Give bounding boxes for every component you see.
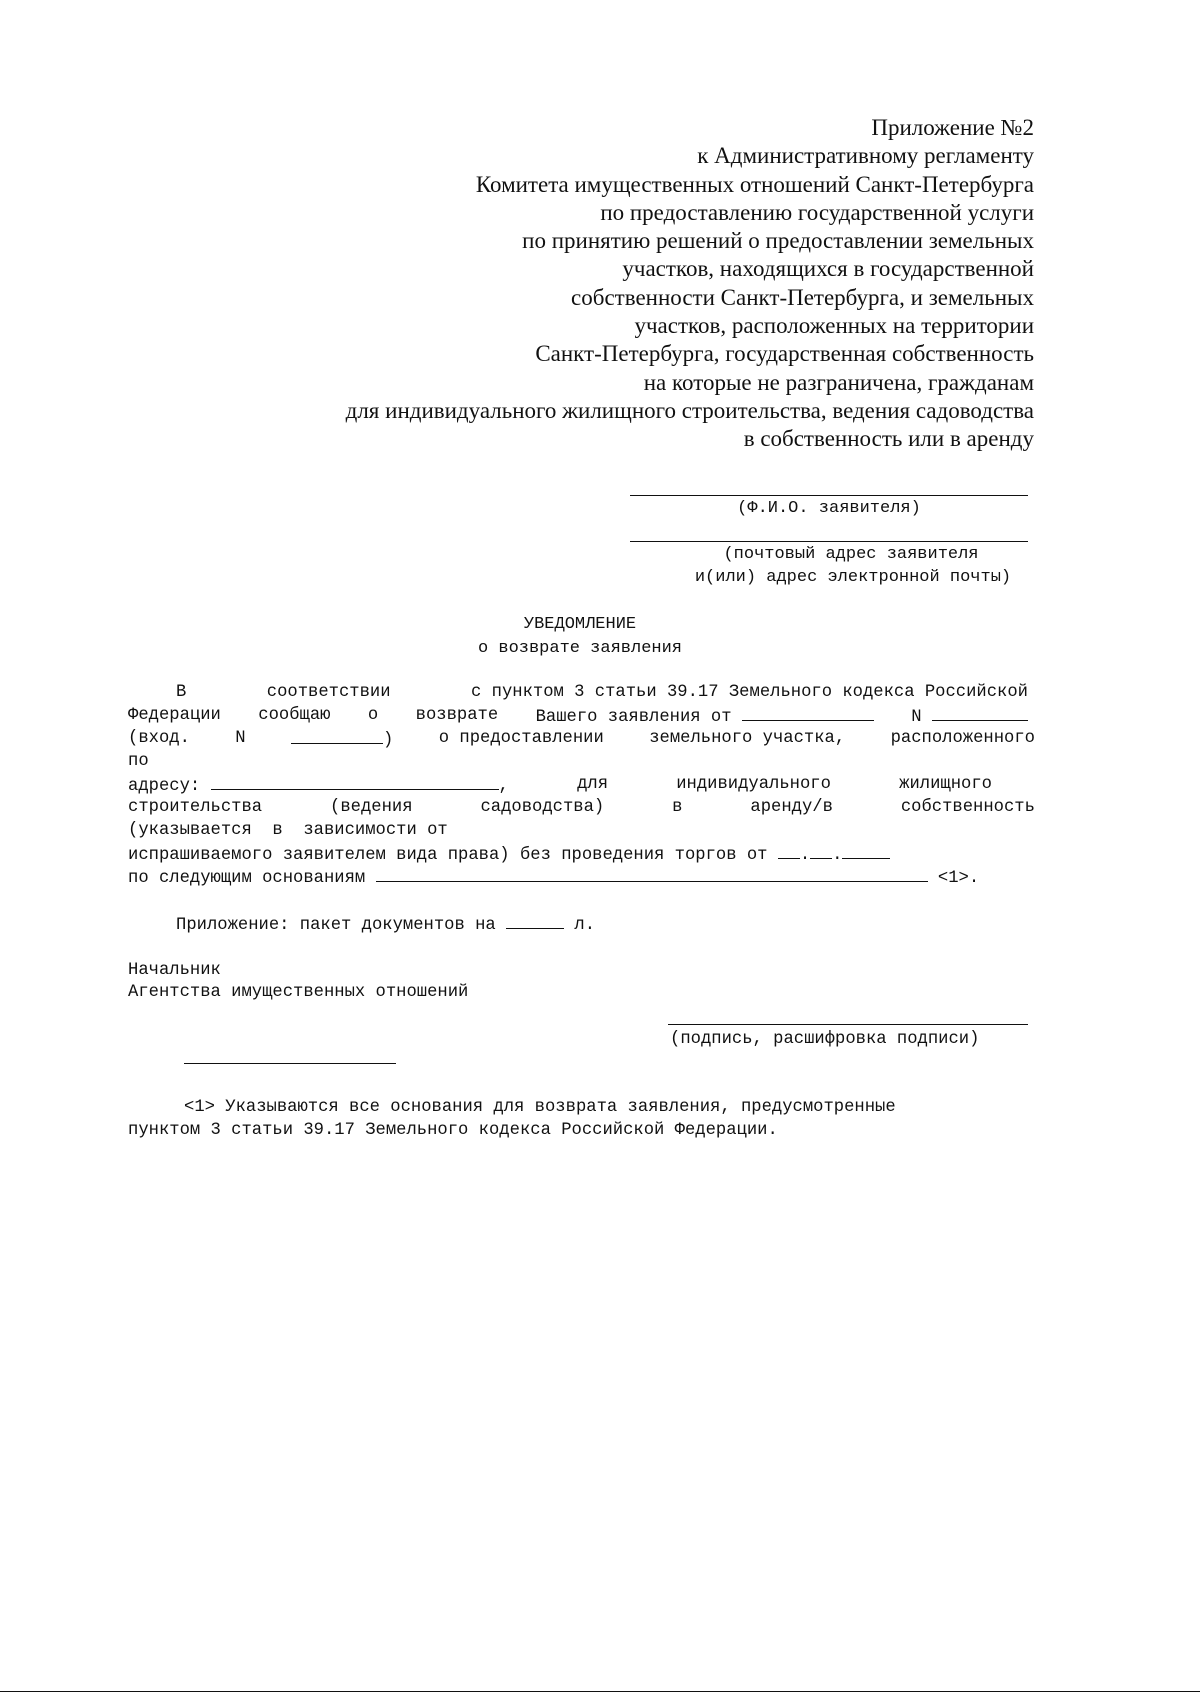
- applicant-name-line: [630, 495, 1028, 496]
- body-text: индивидуального: [676, 775, 831, 794]
- header-line: собственности Санкт-Петербурга, и земельных: [571, 284, 1034, 310]
- application-date-blank: [742, 705, 874, 721]
- body-text: о предоставлении: [438, 729, 604, 748]
- page-bottom-edge: [0, 1691, 1200, 1692]
- header-line: участков, расположенных на территории: [634, 313, 1034, 339]
- body-text: (ведения: [330, 798, 413, 817]
- footnote-separator: [184, 1063, 396, 1064]
- body-line-7: (указывается в зависимости от: [128, 821, 448, 840]
- signature-caption: (подпись, расшифровка подписи): [670, 1030, 980, 1049]
- body-text: земельного участка,: [649, 729, 846, 748]
- body-text: Федерации: [128, 706, 221, 725]
- footnote-reference: <1>.: [937, 869, 980, 888]
- body-text: расположенного: [890, 729, 1035, 748]
- body-text: садоводства): [480, 798, 605, 817]
- header-line: к Административному регламенту: [697, 143, 1034, 169]
- body-text: (вход.: [128, 729, 190, 748]
- date-separator: .: [799, 846, 811, 865]
- grounds-blank: [376, 866, 928, 882]
- header-line: по принятию решений о предоставлении земельных: [522, 228, 1034, 254]
- applicant-address-caption-1: (почтовый адрес заявителя: [723, 545, 979, 564]
- body-text: сообщаю: [258, 706, 331, 725]
- footnote-line-1: <1> Указываются все основания для возврата заявления, предусмотренные: [184, 1098, 896, 1117]
- signature-line: [668, 1024, 1028, 1025]
- body-text: жилищного: [899, 775, 992, 794]
- body-line-9: [128, 866, 979, 890]
- date-separator: .: [832, 846, 843, 865]
- body-text: собственность: [900, 798, 1035, 817]
- body-line-6: [128, 797, 1035, 819]
- body-line-4: по: [128, 752, 149, 771]
- signatory-position: Начальник: [128, 961, 221, 980]
- body-text: N: [911, 708, 922, 727]
- header-line: Санкт-Петербурга, государственная собственность: [535, 341, 1034, 367]
- header-line: по предоставлению государственной услуги: [600, 199, 1034, 225]
- applicant-address-caption-2: и(или) адрес электронной почты): [694, 568, 1012, 587]
- body-text: аренду/в: [750, 798, 833, 817]
- date-month-blank: [810, 843, 832, 859]
- body-text: адресу:: [128, 777, 201, 796]
- document-title: УВЕДОМЛЕНИЕ: [523, 615, 637, 634]
- attachment-unit: л.: [574, 916, 596, 935]
- attachment-line: [176, 913, 595, 937]
- date-day-blank: [778, 843, 800, 859]
- attachment-label: Приложение: пакет документов на: [176, 916, 496, 935]
- header-line: Комитета имущественных отношений Санкт-Петербурга: [475, 171, 1034, 197]
- body-text: N: [235, 729, 246, 748]
- header-line: на которые не разграничена, гражданам: [643, 369, 1034, 395]
- header-line: участков, находящихся в государственной: [622, 256, 1034, 282]
- document-subtitle: о возврате заявления: [477, 639, 683, 658]
- appendix-header: [274, 114, 1034, 454]
- body-text: с пунктом 3 статьи 39.17 Земельного кодекса Российской: [471, 683, 1028, 702]
- body-line-5: [128, 774, 992, 798]
- header-line: в собственность или в аренду: [743, 426, 1034, 452]
- application-number-blank: [932, 705, 1028, 721]
- body-text: в: [672, 798, 683, 817]
- applicant-address-line: [630, 541, 1028, 542]
- body-text: ,: [498, 777, 509, 796]
- body-text: Вашего заявления от: [535, 708, 732, 727]
- body-text: В: [176, 683, 187, 702]
- body-line-1: [176, 682, 1028, 704]
- address-blank: [211, 774, 499, 790]
- body-line-8: [128, 843, 890, 867]
- header-line: для индивидуального жилищного строительства, ведения садоводства: [345, 397, 1034, 423]
- body-text: ): [383, 731, 394, 750]
- body-text: по следующим основаниям: [128, 869, 366, 888]
- body-text: для: [577, 775, 609, 794]
- body-text: соответствии: [266, 683, 391, 702]
- body-text: испрашиваемого заявителем вида права) без проведения торгов от: [128, 846, 768, 865]
- body-line-3: [128, 728, 1035, 752]
- signatory-agency: Агентства имущественных отношений: [128, 983, 469, 1002]
- header-line: Приложение №2: [871, 115, 1034, 140]
- body-text: строительства: [128, 798, 263, 817]
- body-line-2: [128, 705, 1028, 729]
- incoming-number-blank: [291, 728, 383, 744]
- body-text: о: [367, 706, 379, 725]
- applicant-name-caption: (Ф.И.О. заявителя): [737, 499, 921, 518]
- page-count-blank: [506, 913, 564, 929]
- date-year-blank: [842, 843, 890, 859]
- body-text: возврате: [415, 706, 499, 725]
- footnote-line-2: пунктом 3 статьи 39.17 Земельного кодекса Российской Федерации.: [128, 1121, 778, 1140]
